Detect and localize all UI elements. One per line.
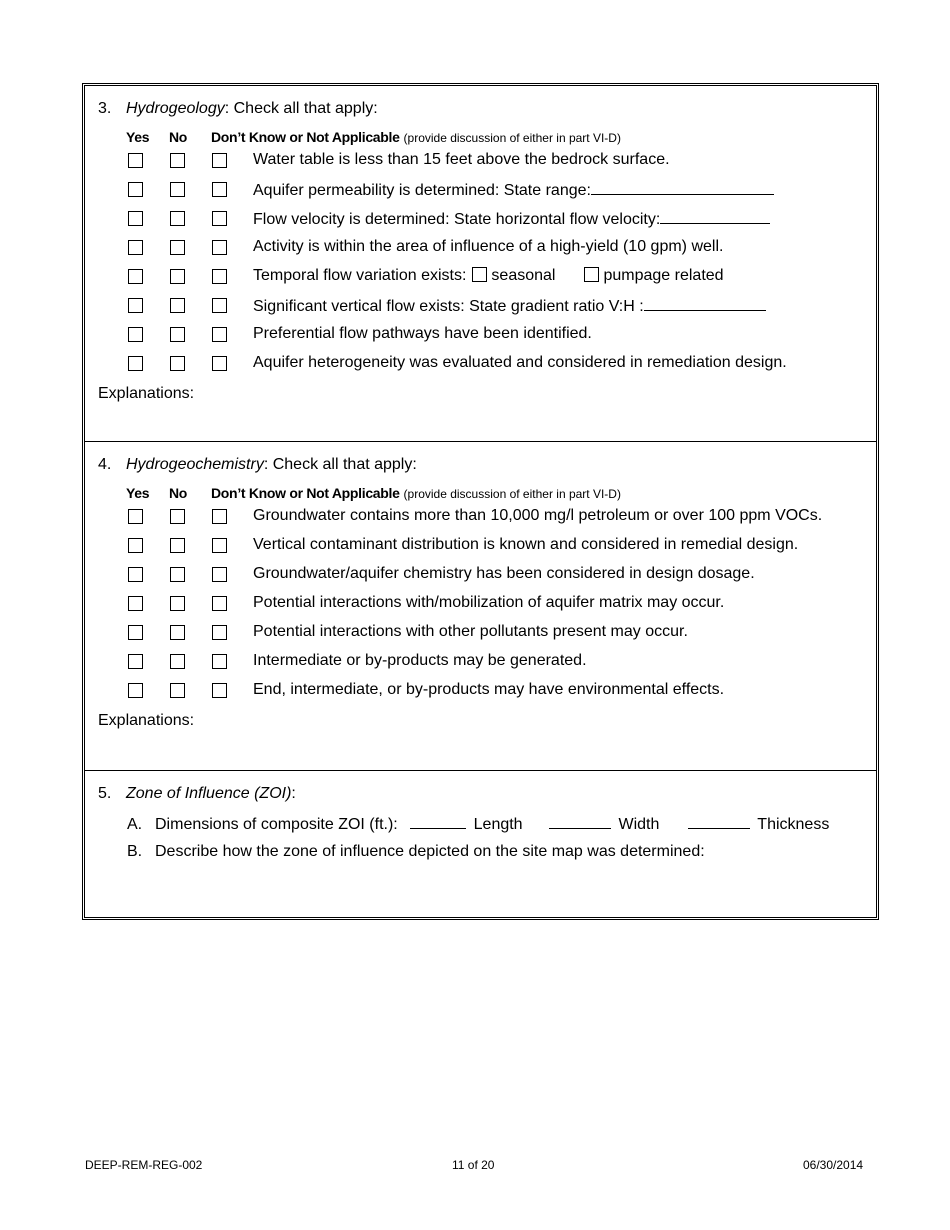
yes-checkbox[interactable]: [128, 211, 143, 226]
dont-know-checkbox[interactable]: [212, 327, 227, 342]
section-5-title: Zone of Influence (ZOI): [126, 785, 292, 802]
row-label: Potential interactions with other pollutants present may occur.: [253, 623, 688, 640]
dont-know-checkbox[interactable]: [212, 683, 227, 698]
no-checkbox[interactable]: [170, 356, 185, 371]
row-label-with-field: [253, 180, 774, 200]
zoi-description-line: [127, 843, 705, 861]
yes-checkbox[interactable]: [128, 298, 143, 313]
no-header: No: [169, 485, 188, 501]
dk-header: [211, 129, 621, 145]
yes-checkbox[interactable]: [128, 538, 143, 553]
yes-header: Yes: [126, 485, 150, 501]
section-4-title: Hydrogeochemistry: [126, 456, 264, 473]
row-label-with-field: [253, 209, 770, 229]
hydrogeology-row-6: [85, 292, 876, 321]
dont-know-checkbox[interactable]: [212, 240, 227, 255]
dk-header-label: Don’t Know or Not Applicable: [211, 485, 400, 501]
row-label: Intermediate or by-products may be generated.: [253, 652, 587, 669]
yes-checkbox[interactable]: [128, 567, 143, 582]
no-checkbox[interactable]: [170, 538, 185, 553]
row-label: Activity is within the area of influence of a high-yield (10 gpm) well.: [253, 238, 724, 255]
yes-checkbox[interactable]: [128, 356, 143, 371]
thickness-label: Thickness: [757, 816, 830, 833]
hydrogeochemistry-row-3: [85, 561, 876, 590]
width-field[interactable]: [549, 814, 611, 829]
row-label-with-options: [253, 267, 724, 285]
yes-checkbox[interactable]: [128, 596, 143, 611]
section-5-number: 5.: [98, 785, 112, 802]
hydrogeology-row-3: [85, 205, 876, 234]
section-5-suffix: :: [291, 785, 296, 802]
no-checkbox[interactable]: [170, 654, 185, 669]
row-label-with-field: [253, 296, 766, 316]
yes-checkbox[interactable]: [128, 683, 143, 698]
section-5-heading: [98, 785, 296, 803]
sub-a-letter: A.: [127, 816, 143, 833]
section-4-suffix: : Check all that apply:: [263, 456, 417, 473]
no-header: No: [169, 129, 188, 145]
row-label: Groundwater contains more than 10,000 mg/l petroleum or over 100 ppm VOCs.: [253, 507, 823, 524]
no-checkbox[interactable]: [170, 567, 185, 582]
section-3-explanations-label: Explanations:: [98, 385, 195, 402]
hydrogeology-row-2: [85, 176, 876, 205]
dont-know-checkbox[interactable]: [212, 596, 227, 611]
yes-header: Yes: [126, 129, 150, 145]
section-4-explanations-label: Explanations:: [98, 712, 195, 729]
hydrogeochemistry-row-5: [85, 619, 876, 648]
row-label: Water table is less than 15 feet above the bedrock surface.: [253, 151, 670, 168]
footer-page-number: 11 of 20: [452, 1158, 495, 1172]
dont-know-checkbox[interactable]: [212, 654, 227, 669]
yes-checkbox[interactable]: [128, 625, 143, 640]
pumpage-related-label: pumpage related: [603, 267, 724, 284]
gradient-ratio-field[interactable]: [644, 296, 766, 311]
section-3-title: Hydrogeology: [126, 100, 225, 117]
section-zone-of-influence: [85, 771, 876, 917]
hydrogeology-row-1: [85, 147, 876, 176]
row-label: Preferential flow pathways have been identified.: [253, 325, 592, 342]
section-hydrogeology: [85, 86, 876, 442]
yes-checkbox[interactable]: [128, 240, 143, 255]
hydrogeochemistry-row-7: [85, 677, 876, 706]
no-checkbox[interactable]: [170, 153, 185, 168]
dk-header-note: (provide discussion of either in part VI-D): [403, 487, 621, 501]
width-label: Width: [618, 816, 660, 833]
no-checkbox[interactable]: [170, 596, 185, 611]
flow-velocity-field[interactable]: [660, 209, 770, 224]
row-label: Flow velocity is determined: State horizontal flow velocity:: [253, 211, 661, 228]
no-checkbox[interactable]: [170, 211, 185, 226]
zoi-dimensions-label: Dimensions of composite ZOI (ft.):: [155, 816, 398, 833]
no-checkbox[interactable]: [170, 269, 185, 284]
hydrogeochemistry-row-6: [85, 648, 876, 677]
zoi-description-label: Describe how the zone of influence depicted on the site map was determined:: [155, 843, 705, 860]
section-3-suffix: : Check all that apply:: [224, 100, 378, 117]
footer-date: 06/30/2014: [803, 1158, 864, 1172]
permeability-range-field[interactable]: [591, 180, 774, 195]
dk-header-note: (provide discussion of either in part VI-D): [403, 131, 621, 145]
sub-b-letter: B.: [127, 843, 143, 860]
dont-know-checkbox[interactable]: [212, 269, 227, 284]
dk-header-label: Don’t Know or Not Applicable: [211, 129, 400, 145]
dont-know-checkbox[interactable]: [212, 567, 227, 582]
yes-checkbox[interactable]: [128, 182, 143, 197]
hydrogeochemistry-row-4: [85, 590, 876, 619]
pumpage-related-checkbox[interactable]: [584, 267, 599, 282]
hydrogeology-row-8: [85, 350, 876, 379]
no-checkbox[interactable]: [170, 240, 185, 255]
hydrogeochemistry-row-2: [85, 532, 876, 561]
dont-know-checkbox[interactable]: [212, 298, 227, 313]
no-checkbox[interactable]: [170, 327, 185, 342]
yes-checkbox[interactable]: [128, 269, 143, 284]
row-label: Significant vertical flow exists: State gradient ratio V:H :: [253, 298, 644, 315]
footer-doc-id: DEEP-REM-REG-002: [85, 1158, 203, 1172]
dont-know-checkbox[interactable]: [212, 538, 227, 553]
hydrogeology-row-5: [85, 263, 876, 292]
dont-know-checkbox[interactable]: [212, 153, 227, 168]
section-3-heading: [98, 100, 378, 118]
no-checkbox[interactable]: [170, 625, 185, 640]
zoi-dimensions-line: [127, 814, 829, 834]
yes-checkbox[interactable]: [128, 509, 143, 524]
row-label: Potential interactions with/mobilization of aquifer matrix may occur.: [253, 594, 725, 611]
no-checkbox[interactable]: [170, 182, 185, 197]
yes-checkbox[interactable]: [128, 153, 143, 168]
hydrogeology-row-7: [85, 321, 876, 350]
no-checkbox[interactable]: [170, 683, 185, 698]
hydrogeology-row-4: [85, 234, 876, 263]
form-frame: [82, 83, 879, 920]
no-checkbox[interactable]: [170, 298, 185, 313]
row-label: Aquifer heterogeneity was evaluated and considered in remediation design.: [253, 354, 787, 371]
row-label: Vertical contaminant distribution is known and considered in remedial design.: [253, 536, 799, 553]
dont-know-checkbox[interactable]: [212, 356, 227, 371]
row-label: Temporal flow variation exists:: [253, 267, 467, 284]
seasonal-checkbox[interactable]: [472, 267, 487, 282]
no-checkbox[interactable]: [170, 509, 185, 524]
dont-know-checkbox[interactable]: [212, 211, 227, 226]
length-label: Length: [473, 816, 523, 833]
section-3-number: 3.: [98, 100, 112, 117]
section-4-heading: [98, 456, 417, 474]
yes-checkbox[interactable]: [128, 327, 143, 342]
dk-header: [211, 485, 621, 501]
thickness-field[interactable]: [688, 814, 750, 829]
row-label: End, intermediate, or by-products may have environmental effects.: [253, 681, 725, 698]
section-hydrogeochemistry: [85, 442, 876, 771]
dont-know-checkbox[interactable]: [212, 182, 227, 197]
yes-checkbox[interactable]: [128, 654, 143, 669]
hydrogeochemistry-row-1: [85, 503, 876, 532]
length-field[interactable]: [410, 814, 466, 829]
row-label: Aquifer permeability is determined: State range:: [253, 182, 591, 199]
dont-know-checkbox[interactable]: [212, 509, 227, 524]
section-4-number: 4.: [98, 456, 112, 473]
dont-know-checkbox[interactable]: [212, 625, 227, 640]
seasonal-label: seasonal: [491, 267, 556, 284]
row-label: Groundwater/aquifer chemistry has been considered in design dosage.: [253, 565, 755, 582]
